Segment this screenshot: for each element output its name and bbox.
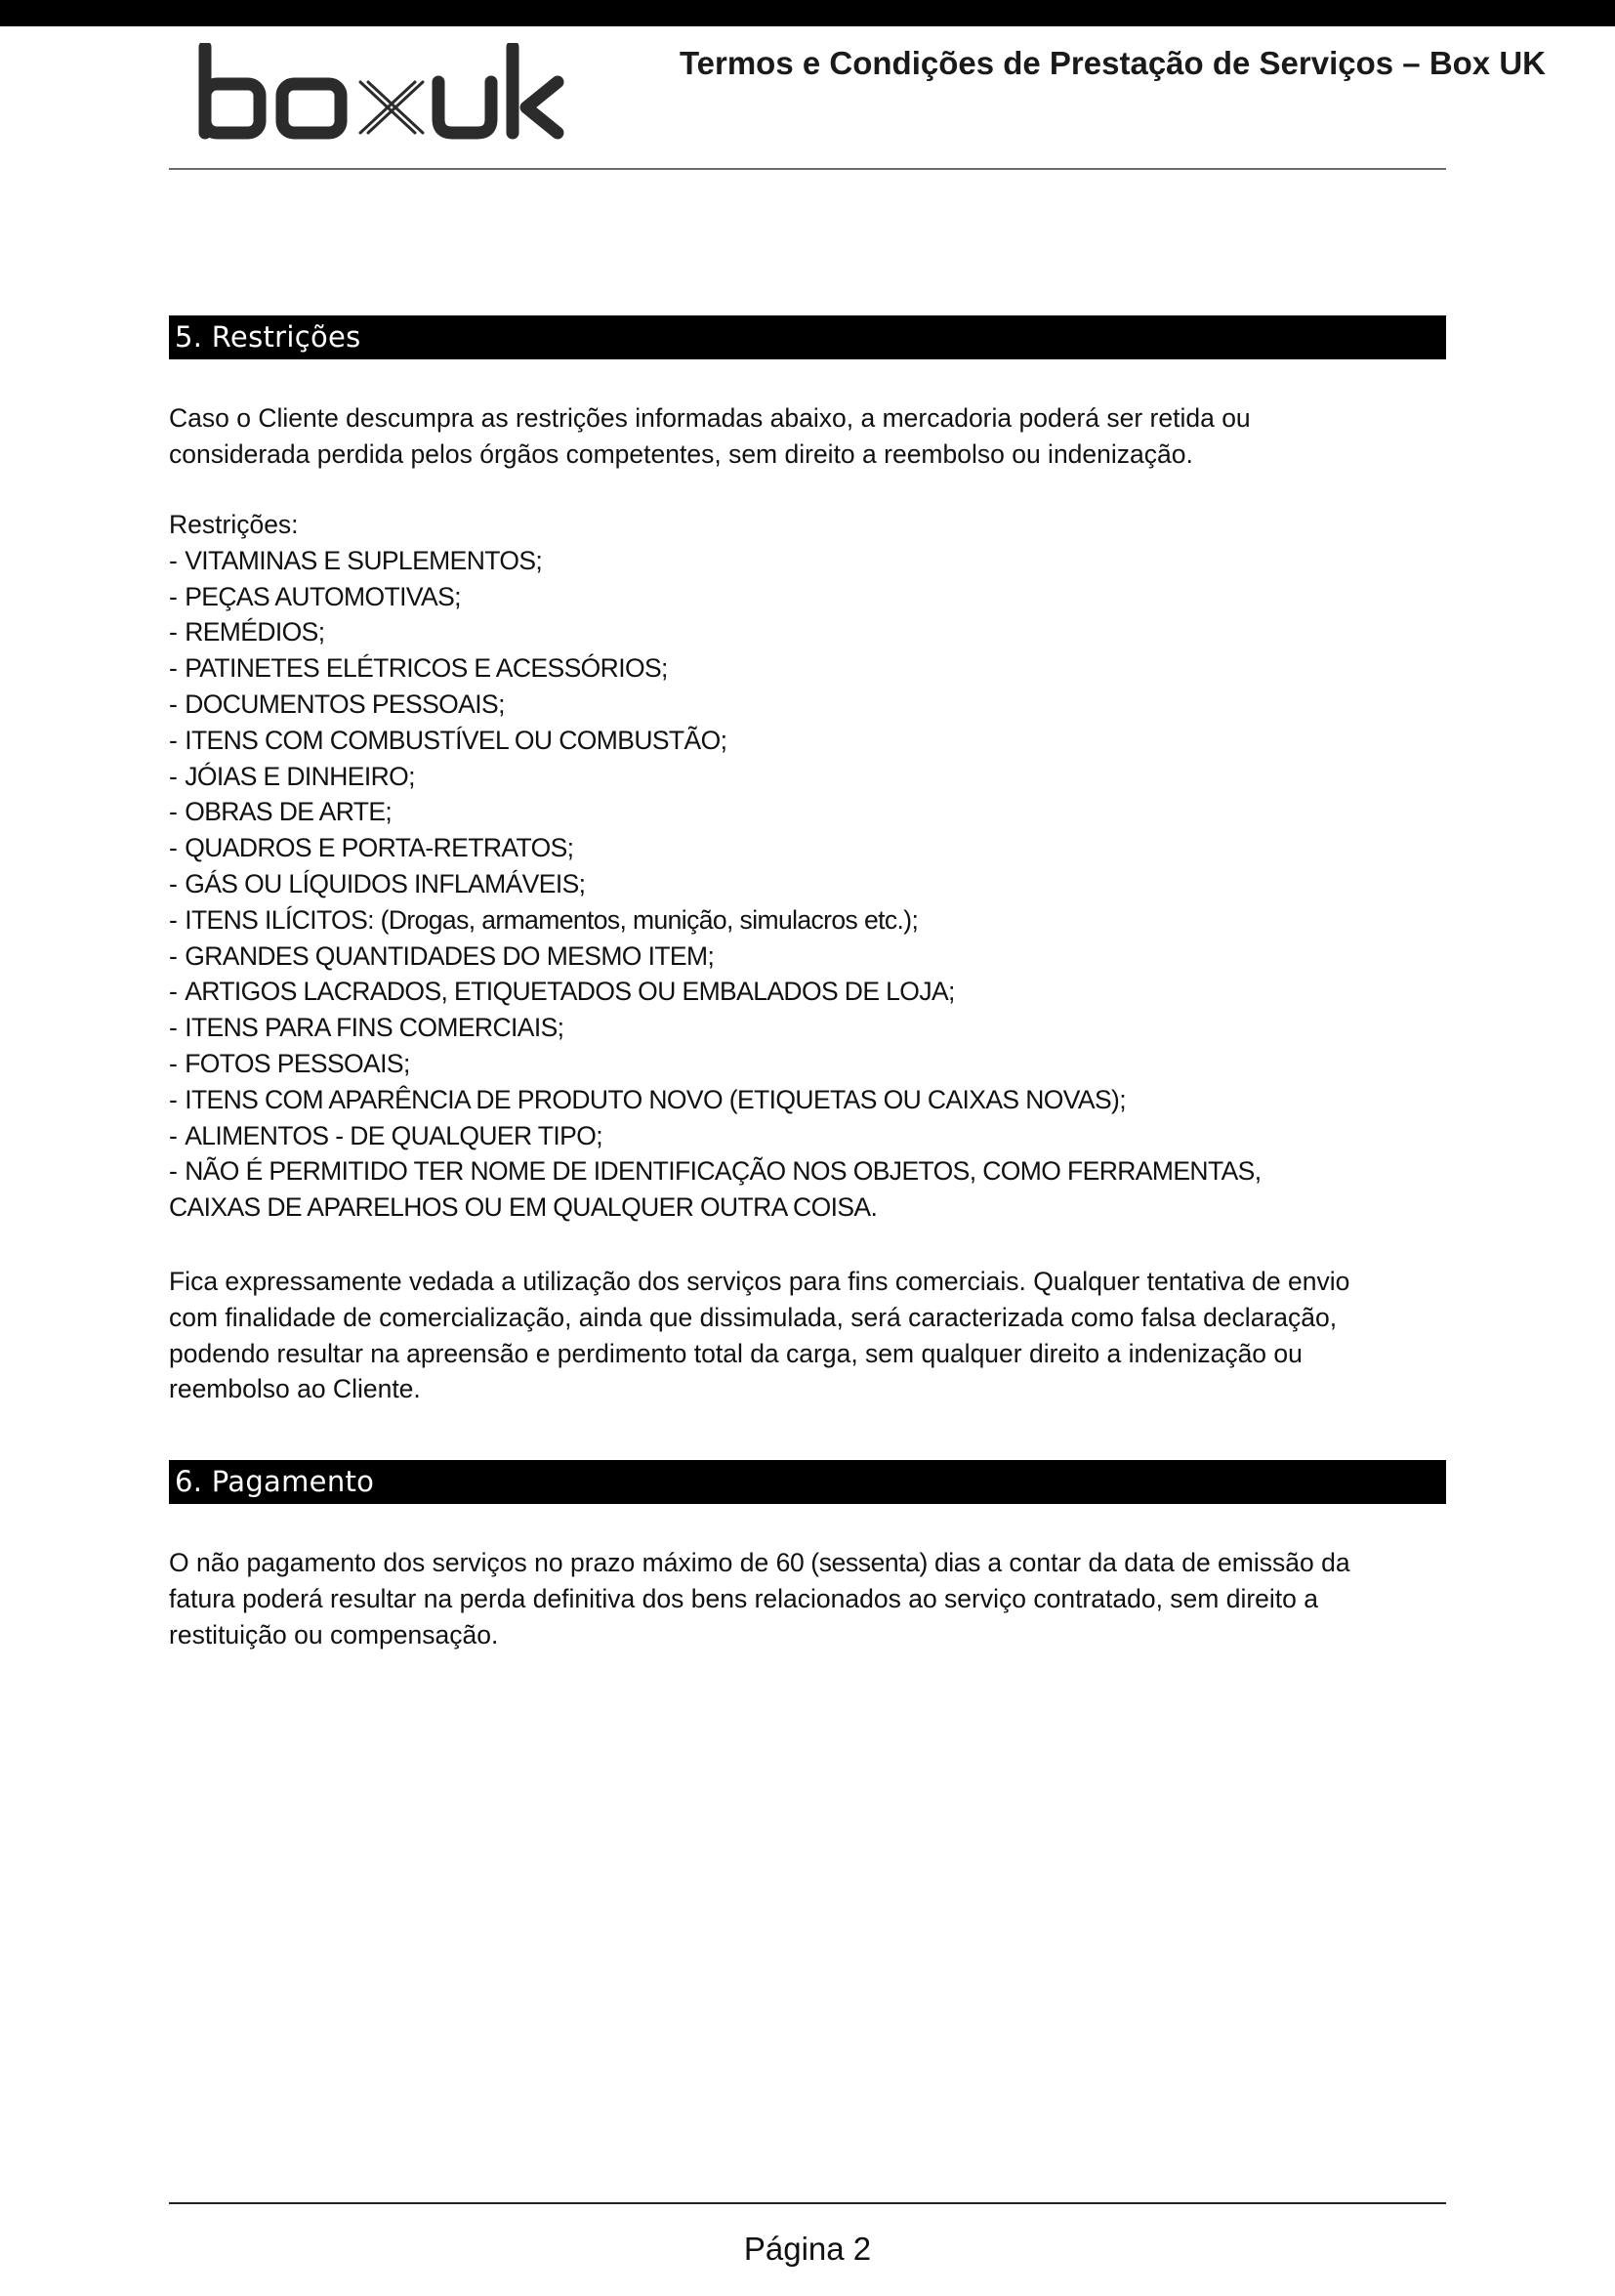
payment-deadline: 60 (sessenta) dias: [775, 1548, 980, 1577]
restrictions-label: Restrições:: [169, 510, 299, 539]
list-item-continuation: CAIXAS DE APARELHOS OU EM QUALQUER OUTRA COISA.: [169, 1192, 878, 1223]
list-item: - REMÉDIOS;: [169, 617, 325, 647]
list-item: - ALIMENTOS - DE QUALQUER TIPO;: [169, 1120, 602, 1150]
list-item: - FOTOS PESSOAIS;: [169, 1048, 410, 1078]
list-item: - ITENS COM COMBUSTÍVEL OU COMBUSTÃO;: [169, 725, 727, 755]
document-title: Termos e Condições de Prestação de Serviços – Box UK: [679, 45, 1546, 81]
payment-paragraph: [169, 1545, 1448, 1652]
list-item: - QUADROS E PORTA-RETRATOS;: [169, 833, 574, 863]
list-item: - JÓIAS E DINHEIRO;: [169, 761, 415, 791]
list-item: - ITENS PARA FINS COMERCIAIS;: [169, 1013, 564, 1043]
list-item: - GRANDES QUANTIDADES DO MESMO ITEM;: [169, 940, 715, 971]
intro-line: Caso o Cliente descumpra as restrições informadas abaixo, a mercadoria poderá ser retida ou: [169, 403, 1251, 433]
top-border-bar: [0, 0, 1615, 26]
header-divider: [169, 168, 1446, 170]
list-item: - NÃO É PERMITIDO TER NOME DE IDENTIFICAÇÃO NOS OBJETOS, COMO FERRAMENTAS,: [169, 1156, 1262, 1187]
list-item: - ITENS COM APARÊNCIA DE PRODUTO NOVO (ETIQUETAS OU CAIXAS NOVAS);: [169, 1084, 1127, 1114]
footer-divider: [169, 2202, 1446, 2204]
paragraph-line: Fica expressamente vedada a utilização dos serviços para fins comerciais. Qualquer tentativa de envio: [169, 1267, 1350, 1296]
page-number: Página 2: [743, 2231, 872, 2267]
restrictions-list: [169, 507, 1448, 1226]
list-item: - OBRAS DE ARTE;: [169, 797, 393, 827]
intro-line: considerada perdida pelos órgãos competentes, sem direito a reembolso ou indenização.: [169, 438, 1193, 469]
section-heading-pagamento: 6. Pagamento: [169, 1460, 1446, 1504]
list-item: - ARTIGOS LACRADOS, ETIQUETADOS OU EMBALADOS DE LOJA;: [169, 977, 955, 1007]
section-heading-restricoes: 5. Restrições: [169, 315, 1446, 359]
paragraph-line: O não pagamento dos serviços no prazo máximo de 60 (sessenta) dias a contar da data de emissão da: [169, 1548, 1350, 1577]
list-item: - GÁS OU LÍQUIDOS INFLAMÁVEIS;: [169, 868, 586, 898]
paragraph-line: restituição ou compensação.: [169, 1619, 499, 1649]
commercial-use-paragraph: [169, 1264, 1448, 1407]
list-item: - PATINETES ELÉTRICOS E ACESSÓRIOS;: [169, 653, 668, 684]
paragraph-line: podendo resultar na apreensão e perdimento total da carga, sem qualquer direito a indenização ou: [169, 1338, 1303, 1368]
paragraph-line: fatura poderá resultar na perda definitiva dos bens relacionados ao serviço contratado, sem direito a: [169, 1583, 1318, 1613]
paragraph-line: reembolso ao Cliente.: [169, 1374, 421, 1404]
restrictions-intro-paragraph: [169, 400, 1448, 473]
list-item: - PEÇAS AUTOMOTIVAS;: [169, 581, 461, 611]
paragraph-line: com finalidade de comercialização, ainda que dissimulada, será caracterizada como falsa declaração,: [169, 1302, 1338, 1332]
list-item: - ITENS ILÍCITOS: (Drogas, armamentos, munição, simulacros etc.);: [169, 904, 919, 935]
list-item: - DOCUMENTOS PESSOAIS;: [169, 689, 505, 719]
boxuk-logo: [198, 43, 567, 141]
list-item: - VITAMINAS E SUPLEMENTOS;: [169, 545, 543, 575]
